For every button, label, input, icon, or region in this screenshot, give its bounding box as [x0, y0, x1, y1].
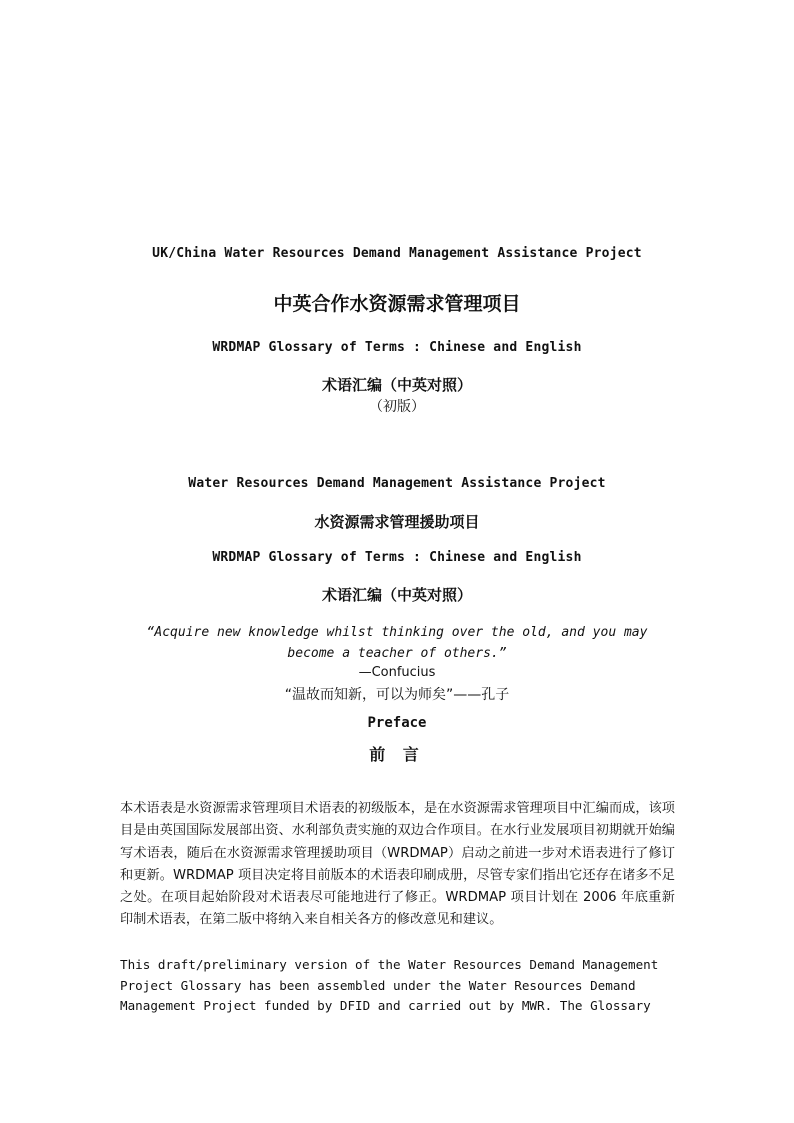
preface-title-cn: 前 言	[369, 745, 425, 764]
section-glossary-title-en: WRDMAP Glossary of Terms : Chinese and English	[212, 550, 582, 565]
section-glossary-title-cn: 术语汇编（中英对照）	[321, 586, 472, 604]
edition-label: （初版）	[369, 399, 425, 415]
preface-paragraph-cn: 本术语表是水资源需求管理项目术语表的初级版本，是在水资源需求管理项目中汇编而成，该项目是由英国国际发展部出资、水利部负责实施的双边合作项目。在水行业发展项目初期就开始编写术语表，随后在水资源需求管理援助项目（WRDMAP）启动之前进一步对术语表进行了修订和更新。WRDMAP 项目决定将目前版本的术语表印刷成册，尽管专家们指出它还存在诸多不足之处。在项目起始阶段对术语表尽可能地进行了修正。WRDMAP 项目计划在 2006 年底重新印制术语表，在第二版中将纳入来自相关各方的修改意见和建议。	[120, 801, 675, 928]
section-project-title-cn: 水资源需求管理援助项目	[314, 513, 480, 531]
quote-line-1: “Acquire new knowledge whilst thinking over the old, and you may	[146, 625, 648, 640]
quote-line-2: become a teacher of others.”	[287, 646, 507, 661]
section-project-title-en: Water Resources Demand Management Assistance Project	[188, 476, 606, 491]
quote-author: —Confucius	[358, 665, 436, 680]
project-title-cn: 中英合作水资源需求管理项目	[273, 293, 521, 315]
glossary-title-en: WRDMAP Glossary of Terms : Chinese and English	[212, 340, 582, 355]
preface-title-en: Preface	[367, 715, 427, 731]
project-title-en: UK/China Water Resources Demand Management Assistance Project	[152, 246, 642, 261]
glossary-title-cn: 术语汇编（中英对照）	[321, 376, 472, 394]
preface-paragraph-en: This draft/preliminary version of the Water Resources Demand Management Project Glossary has been assembled under the Water Resources Demand Management Project funded by DFID and carried out by MWR. The Glossary	[120, 957, 659, 1013]
quote-chinese: “温故而知新，可以为师矣”——孔子	[284, 687, 510, 703]
